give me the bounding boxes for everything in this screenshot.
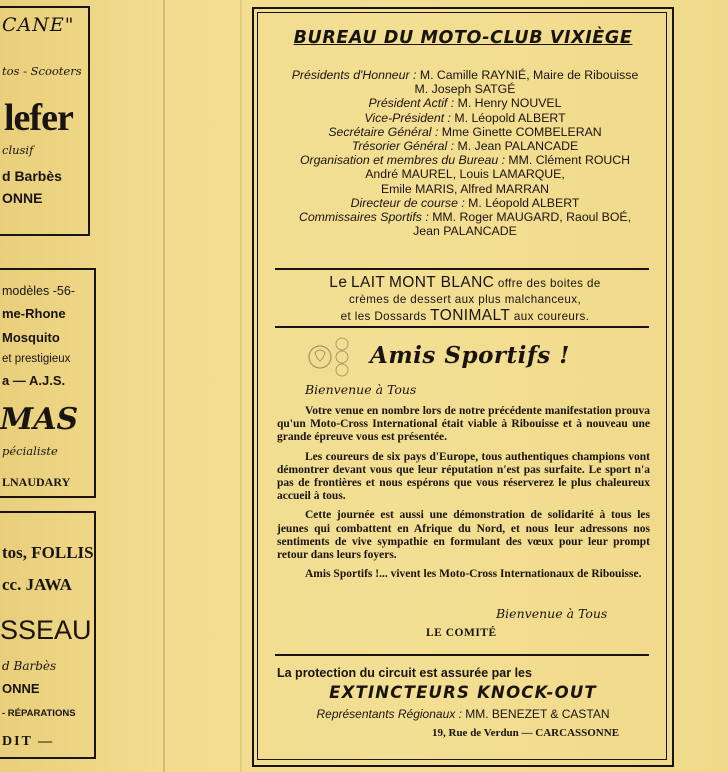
role-line: Emile MARIS, Alfred MARRAN <box>380 181 550 196</box>
role-line: Président Actif : M. Henry NOUVEL <box>368 96 562 111</box>
advert-text: pécialiste <box>2 444 58 458</box>
bureau-members <box>268 68 662 238</box>
advert-text: Mosquito <box>2 330 60 345</box>
role-line: Jean PALANCADE <box>413 224 517 239</box>
advert-text: clusif <box>2 143 34 157</box>
advert-text: d Barbès <box>2 659 57 673</box>
welcome-letter <box>277 405 650 587</box>
role-line: Commissaires Sportifs : MM. Roger MAUGARD, Raoul BOÉ, <box>298 210 632 225</box>
signatory: LE COMITÉ <box>426 627 497 639</box>
bienvenue-heading: Bienvenue à Tous <box>305 382 417 397</box>
role-line: Présidents d'Honneur : M. Camille RAYNIÉ, Maire de Ribouisse <box>291 68 639 82</box>
advert-text: tos - Scooters <box>2 64 82 78</box>
role-line: Secrétaire Général : Mme Ginette COMBELERAN <box>328 124 602 139</box>
divider <box>275 268 649 270</box>
representatives-line: Représentants Régionaux : MM. BENEZET & CASTAN <box>316 707 610 721</box>
advert-text: modèles -56- <box>2 284 75 298</box>
signature-line: Bienvenue à Tous <box>496 606 608 621</box>
page-fold <box>163 0 165 772</box>
advert-text: a — A.J.S. <box>2 373 66 388</box>
role-line: Trésorier Général : M. Jean PALANCADE <box>351 139 579 154</box>
advert-text: me-Rhone <box>2 306 66 321</box>
page-fold <box>240 0 242 772</box>
letter-paragraph: Les coureurs de six pays d'Europe, tous authentiques champions vont démontrer devant vous que leur réputation n'est pas surfaite. Le sport n'a pas de frontières et nous espérons que vous réserverez le plus chaleureux accueil à tous. <box>277 450 650 503</box>
address-line: 19, Rue de Verdun — CARCASSONNE <box>432 727 620 739</box>
advert-text: d Barbès <box>2 168 62 184</box>
role-line: André MAUREL, Louis LAMARQUE, <box>365 167 565 182</box>
role-line: Organisation et membres du Bureau : MM. Clément ROUCH <box>299 153 631 168</box>
advert-text: MAS <box>0 402 79 437</box>
advert-text: tos, FOLLIS <box>2 543 94 562</box>
sponsor-notice: Le LAIT MONT BLANC offre des boites de crèmes de dessert aux plus malchanceux, et les Dossards TONIMALT aux coureurs. <box>329 274 601 324</box>
advert-text: lefer <box>4 97 73 139</box>
divider <box>275 326 649 328</box>
role-line: Directeur de course : M. Léopold ALBERT <box>350 195 580 210</box>
advert-text: SSEAU <box>0 615 92 645</box>
letter-paragraph: Amis Sportifs !... vivent les Moto-Cross Internationaux de Ribouisse. <box>305 568 642 581</box>
letter-paragraph: Cette journée est aussi une démonstration de solidarité à tous les jeunes qui combattent en Afrique du Nord, et nous leur adressons nos sentiments de vive sympathie en formulant des vœux pour leur prompt retour dans leurs foyers. <box>277 509 650 562</box>
role-line: M. Joseph SATGÉ <box>414 82 516 97</box>
advert-text: cc. JAWA <box>2 575 72 594</box>
advert-text: ONNE <box>2 190 43 206</box>
bureau-title: BUREAU DU MOTO-CLUB VIXIÈGE <box>293 28 633 48</box>
extincteurs-brand: EXTINCTEURS KNOCK-OUT <box>329 683 597 702</box>
role-line: Vice-Président : M. Léopold ALBERT <box>364 110 566 125</box>
archive-stamp-icon <box>306 333 356 381</box>
protection-notice: La protection du circuit est assurée par les <box>277 666 532 680</box>
amis-sportifs-heading: Amis Sportifs ! <box>370 342 570 369</box>
advert-text: CANE" <box>2 14 75 36</box>
letter-paragraph: Votre venue en nombre lors de notre précédente manifestation prouva qu'un Moto-Cross International était viable à Ribouisse et à nouveau une grande épreuve vous est présentée. <box>277 405 650 444</box>
advert-text: et prestigieux <box>2 353 71 365</box>
advert-text: ONNE <box>2 681 40 696</box>
advert-text: - RÉPARATIONS <box>2 708 76 719</box>
advert-text: DIT — <box>2 734 55 749</box>
advert-text: LNAUDARY <box>2 475 71 489</box>
divider <box>275 654 649 656</box>
